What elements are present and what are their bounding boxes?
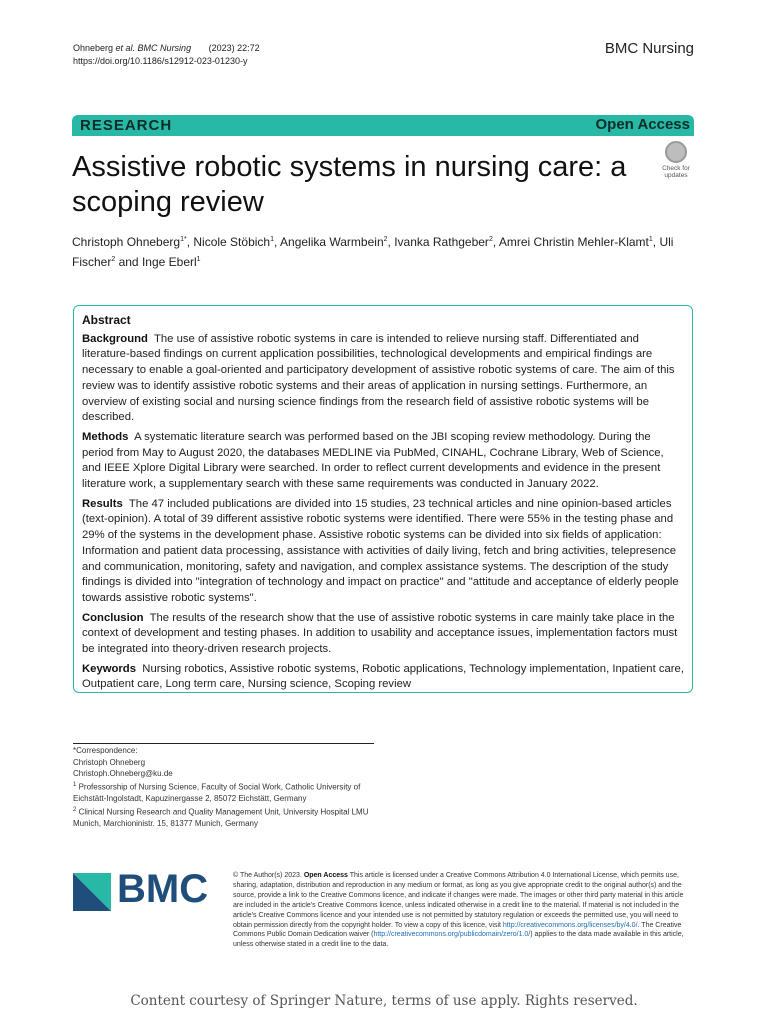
author[interactable]: Nicole Stöbich$^1$	[193, 235, 274, 249]
footnotes	[73, 745, 373, 829]
background-label: Background	[82, 332, 148, 345]
abstract-results	[82, 497, 684, 607]
abstract-box	[73, 305, 693, 693]
license-body-3: ) applies to the data made available in this article, unless otherwise stated in a credit line to the data.	[233, 931, 684, 949]
section-label: RESEARCH	[80, 117, 173, 134]
citation-line	[73, 42, 260, 55]
correspondence-name: Christoph Ohneberg	[73, 757, 146, 767]
journal-name: BMC Nursing	[604, 40, 694, 57]
results-label: Results	[82, 497, 123, 510]
abstract-methods	[82, 430, 684, 493]
author[interactable]: Inge Eberl$^1$	[141, 255, 201, 269]
author[interactable]: Angelika Warmbein$^2$	[280, 235, 388, 249]
results-text: The 47 included publications are divided into 15 studies, 23 technical articles and nine opinion-based articles (text-opinion). A total of 39 different assistive robotic systems were identified. There were 55% in the testing phase and 29% of the systems in the development phase. Assistive robotic systems can be divided into six fields of application: Information and patient data processing, assistance with activities of daily living, fetch and bring activities, telepresence and communication, monitoring, safety and navigation, and complex assistance systems. The description of the study findings is divided into "integration of technology and impact on practice" and "attitude and acceptance of elderly people towards assistive robotic systems".	[82, 497, 679, 604]
cc-by-link[interactable]: http://creativecommons.org/licenses/by/4.0/	[502, 921, 638, 929]
license-body-2: . The Creative Commons Public Domain Dedication waiver (	[233, 921, 682, 939]
citation-journal: et al. BMC Nursing	[115, 43, 192, 53]
license-prefix: © The Author(s) 2023.	[233, 872, 302, 879]
conclusion-label: Conclusion	[82, 611, 144, 624]
methods-label: Methods	[82, 430, 129, 443]
badge-text	[655, 165, 697, 179]
bmc-logo-icon	[73, 873, 111, 911]
methods-text: A systematic literature search was performed based on the JBI scoping review methodology. During the period from May to August 2020, the databases MEDLINE via PubMed, CINAHL, Cochrane Library, Web of Science, and IEEE Xplore Digital Library were searched. In order to reflect current developments and evidence in the present literature work, a supplementary search with these same requirements was conducted in January 2022.	[82, 430, 664, 491]
affiliation-1: $^1$ Professorship of Nursing Science, Faculty of Social Work, Catholic University of Eichstätt-Ingolstadt, Kapuzinergasse 2, 85072 Eichstätt, Germany	[73, 781, 361, 804]
abstract-background	[82, 332, 684, 426]
doi-link[interactable]: https://doi.org/10.1186/s12912-023-01230-y	[73, 56, 248, 66]
open-access-label: Open Access	[595, 116, 690, 133]
abstract-keywords	[82, 662, 684, 693]
author[interactable]: Ivanka Rathgeber$^2$	[394, 235, 493, 249]
license-text	[233, 871, 695, 950]
badge-line2: updates	[664, 172, 688, 179]
correspondence-label: *Correspondence:	[73, 746, 138, 755]
keywords-label: Keywords	[82, 662, 136, 675]
author[interactable]: Christoph Ohneberg$^{1*}$	[72, 235, 187, 249]
courtesy-notice: Content courtesy of Springer Nature, terms of use apply. Rights reserved.	[130, 993, 638, 1009]
keywords-text: Nursing robotics, Assistive robotic systems, Robotic applications, Technology implementation, Inpatient care, Outpatient care, Long term care, Nursing science, Scoping review	[82, 662, 684, 691]
citation-authors: Ohneberg	[73, 43, 114, 53]
citation-year: (2023) 22:72	[208, 43, 260, 53]
bmc-logo	[73, 867, 218, 912]
check-updates-icon	[665, 141, 687, 163]
author[interactable]: Uli Fischer$^2$	[72, 235, 674, 269]
license-open-access: Open Access	[303, 872, 348, 879]
author[interactable]: Amrei Christin Mehler-Klamt$^1$	[498, 235, 653, 249]
abstract-conclusion	[82, 611, 684, 658]
citation-header	[73, 42, 260, 68]
badge-line1: Check for	[662, 165, 690, 172]
author-list: Christoph Ohneberg$^{1*}$, Nicole Stöbich$^1$, Angelika Warmbein$^2$, Ivanka Rathgeber$^2$, Amrei Christin Mehler-Klamt$^1$, Uli Fischer$^2$ and Inge Eberl$^1$	[72, 235, 674, 269]
abstract-heading: Abstract	[82, 313, 131, 327]
check-for-updates-badge[interactable]	[655, 141, 697, 181]
correspondence-email[interactable]: Christoph.Ohneberg@ku.de	[73, 769, 173, 779]
cc-zero-link[interactable]: http://creativecommons.org/publicdomain/zero/1.0/	[373, 931, 531, 939]
article-type-band	[72, 115, 694, 136]
bmc-logo-text: BMC	[117, 867, 209, 911]
article-title: Assistive robotic systems in nursing care: a scoping review	[72, 151, 627, 218]
license-body: This article is licensed under a Creative Commons Attribution 4.0 International License, which permits use, sharing, adaptation, distribution and reproduction in any medium or format, as long as you give appropriate credit to the original author(s) and the source, provide a link to the Creative Commons licence, and indicate if changes were made. The images or other third party material in this article are included in the article's Creative Commons licence, unless indicated otherwise in a credit line to the material. If material is not included in the article's Creative Commons licence and your intended use is not permitted by statutory regulation or exceeds the permitted use, you will need to obtain permission directly from the copyright holder. To view a copy of this licence, visit	[233, 872, 684, 929]
footnote-divider	[73, 743, 374, 744]
affiliation-2: $^2$ Clinical Nursing Research and Quality Management Unit, University Hospital LMU Munich, Marchioninistr. 15, 81377 Munich, Germany	[73, 806, 369, 828]
background-text: The use of assistive robotic systems in care is intended to relieve nursing staff. Differentiated and literature-based findings on current application possibilities, technological developments and empirical findings are necessary to enable a goal-oriented and participatory development of assistive robotic systems of care. The aim of this review was to identify assistive robotic systems and their areas of application in nursing settings. Furthermore, an overview of existing social and nursing science findings from the research field of assistive robotic systems will be described.	[82, 332, 675, 424]
conclusion-text: The results of the research show that the use of assistive robotic systems in care mainly take place in the context of development and testing phases. In addition to usability and acceptance issues, implementation factors must be integrated into theory-driven research projects.	[82, 611, 678, 656]
